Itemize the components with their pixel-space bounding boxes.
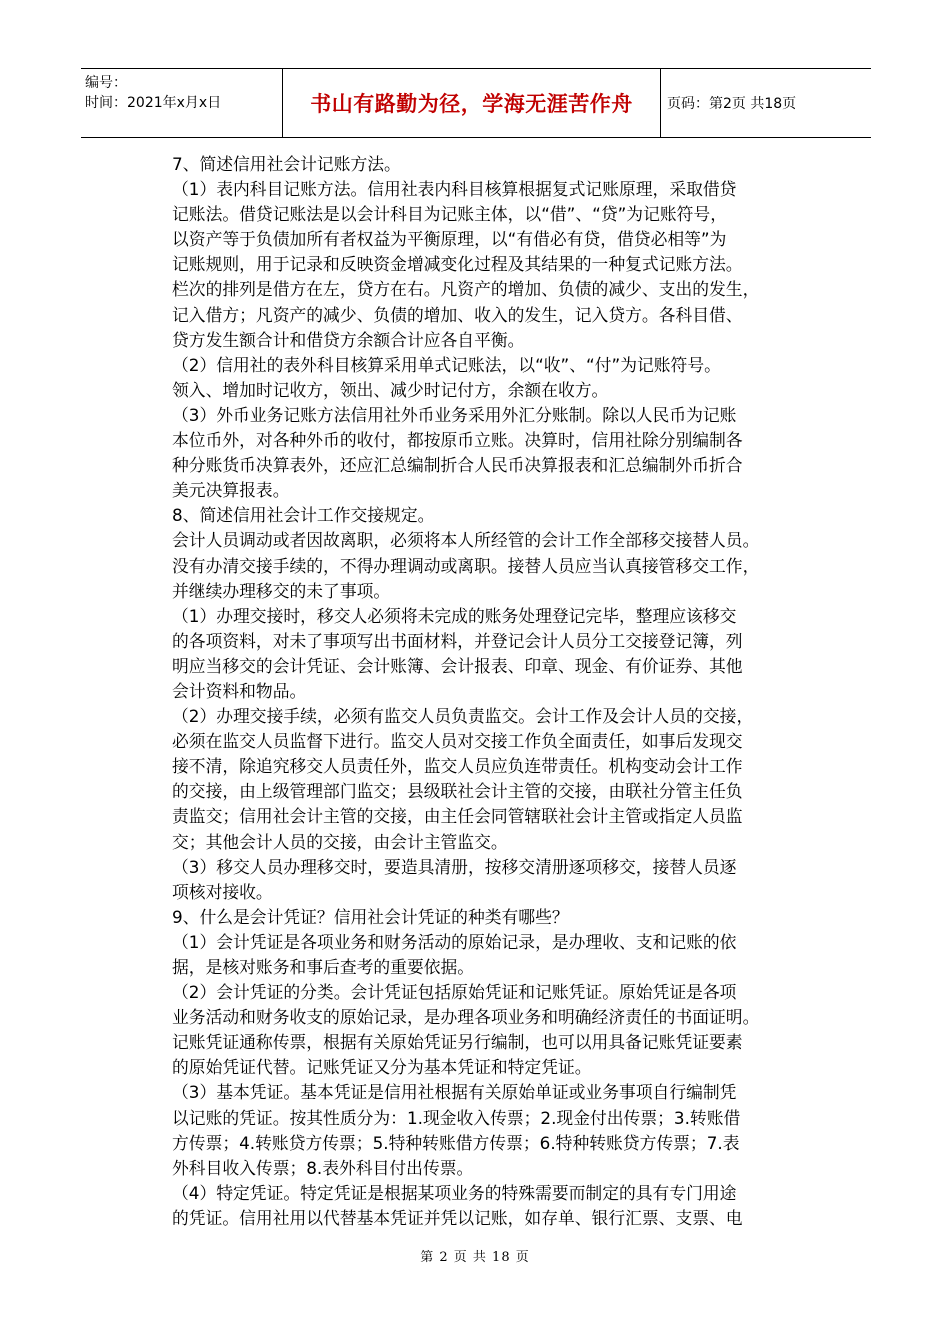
body-text-line: 记账规则，用于记录和反映资金增减变化过程及其结果的一种复式记账方法。 xyxy=(172,254,743,275)
body-text-line: 的交接，由上级管理部门监交；县级联社会计主管的交接，由联社分管主任负 xyxy=(172,781,743,802)
body-text-line: （1）表内科目记账方法。信用社表内科目核算根据复式记账原理，采取借贷 xyxy=(172,179,737,200)
body-text-line: 本位币外，对各种外币的收付，都按原币立账。决算时，信用社除分别编制各 xyxy=(172,430,743,451)
body-text-line: （3）移交人员办理移交时，要造具清册，按移交清册逐项移交，接替人员逐 xyxy=(172,856,737,877)
body-text-line: 外科目收入传票；8.表外科目付出传票。 xyxy=(172,1157,474,1178)
body-text-line: 并继续办理移交的未了事项。 xyxy=(172,580,391,601)
body-text-line: 的各项资料，对未了事项写出书面材料，并登记会计人员分工交接登记簿，列 xyxy=(172,630,743,651)
body-text-line: 责监交；信用社会计主管的交接，由主任会同管辖联社会计主管或指定人员监 xyxy=(172,806,743,827)
body-text-line: （2）会计凭证的分类。会计凭证包括原始凭证和记账凭证。原始凭证是各项 xyxy=(172,982,737,1003)
body-text-line: （2）信用社的表外科目核算采用单式记账法，以“收”、“付”为记账符号。 xyxy=(172,354,721,375)
body-text-line: 栏次的排列是借方在左，贷方在右。凡资产的增加、负债的减少、支出的发生， xyxy=(172,279,760,300)
body-text-line: 据，是核对账务和事后查考的重要依据。 xyxy=(172,957,475,977)
header-motto: 书山有路勤为径，学海无涯苦作舟 xyxy=(283,69,661,137)
body-text-line: 记账凭证通称传票，根据有关原始凭证另行编制，也可以用具备记账凭证要素 xyxy=(172,1032,743,1053)
body-text-line: 会计人员调动或者因故离职，必须将本人所经管的会计工作全部移交接替人员。 xyxy=(172,530,760,551)
page-header xyxy=(81,68,871,138)
body-text-line: 8、简述信用社会计工作交接规定。 xyxy=(172,505,435,526)
page-footer: 第 2 页 共 18 页 xyxy=(420,1250,530,1265)
body-text-line: 贷方发生额合计和借贷方余额合计应各自平衡。 xyxy=(172,329,525,350)
body-text-line: 明应当移交的会计凭证、会计账簿、会计报表、印章、现金、有价证券、其他 xyxy=(172,655,743,676)
body-text-line: 种分账货币决算表外，还应汇总编制折合人民币决算报表和汇总编制外币折合 xyxy=(172,455,743,476)
body-text-line: （2）办理交接手续，必须有监交人员负责监交。会计工作及会计人员的交接， xyxy=(172,706,754,727)
body-text-line: 的凭证。信用社用以代替基本凭证并凭以记账，如存单、银行汇票、支票、电 xyxy=(172,1207,743,1228)
body-text-line: 项核对接收。 xyxy=(172,881,273,902)
body-text-line: 美元决算报表。 xyxy=(172,480,290,501)
body-text-line: 接不清，除追究移交人员责任外，监交人员应负连带责任。机构变动会计工作 xyxy=(172,756,743,777)
body-text-line: 以资产等于负债加所有者权益为平衡原理，以“有借必有贷，借贷必相等”为 xyxy=(172,229,727,250)
body-text-line: （4）特定凭证。特定凭证是根据某项业务的特殊需要而制定的具有专门用途 xyxy=(172,1182,737,1203)
body-text-line: （1）办理交接时，移交人必须将未完成的账务处理登记完毕，整理应该移交 xyxy=(172,605,737,626)
document-number-label: 编号： xyxy=(85,75,127,91)
body-text-line: 方传票；4.转账贷方传票；5.特种转账借方传票；6.特种转账贷方传票；7.表 xyxy=(172,1132,740,1153)
body-text-line: （3）外币业务记账方法信用社外币业务采用外汇分账制。除以人民币为记账 xyxy=(172,404,737,425)
header-page-info: 页码：第2页 共18页 xyxy=(667,96,797,112)
body-text-line: 会计资料和物品。 xyxy=(172,680,307,701)
body-text-line: 交；其他会计人员的交接，由会计主管监交。 xyxy=(172,831,508,852)
body-text-line: 7、简述信用社会计记账方法。 xyxy=(172,154,401,174)
body-text-line: 没有办清交接手续的，不得办理调动或离职。接替人员应当认真接管移交工作， xyxy=(172,555,760,576)
body-text-line: 记账法。借贷记账法是以会计科目为记账主体，以“借”、“贷”为记账符号， xyxy=(172,204,727,225)
body-text-line: 的原始凭证代替。记账凭证又分为基本凭证和特定凭证。 xyxy=(172,1057,592,1078)
body-text-line: 9、什么是会计凭证？信用社会计凭证的种类有哪些？ xyxy=(172,906,569,927)
body-text-line: （1）会计凭证是各项业务和财务活动的原始记录，是办理收、支和记账的依 xyxy=(172,931,737,952)
body-text-line: 业务活动和财务收支的原始记录，是办理各项业务和明确经济责任的书面证明。 xyxy=(172,1007,760,1028)
body-text-line: 以记账的凭证。按其性质分为：1.现金收入传票；2.现金付出传票；3.转账借 xyxy=(172,1107,741,1128)
body-text-line: 记入借方；凡资产的减少、负债的增加、收入的发生，记入贷方。各科目借、 xyxy=(172,304,743,325)
header-left-cell xyxy=(81,69,283,137)
document-body xyxy=(172,152,812,1231)
body-text-line: 领入、增加时记收方，领出、减少时记付方，余额在收方。 xyxy=(172,379,609,400)
document-time-label: 时间：2021年x月x日 xyxy=(85,95,222,111)
body-text-line: （3）基本凭证。基本凭证是信用社根据有关原始单证或业务事项自行编制凭 xyxy=(172,1082,737,1103)
body-text-line: 必须在监交人员监督下进行。监交人员对交接工作负全面责任，如事后发现交 xyxy=(172,731,743,752)
